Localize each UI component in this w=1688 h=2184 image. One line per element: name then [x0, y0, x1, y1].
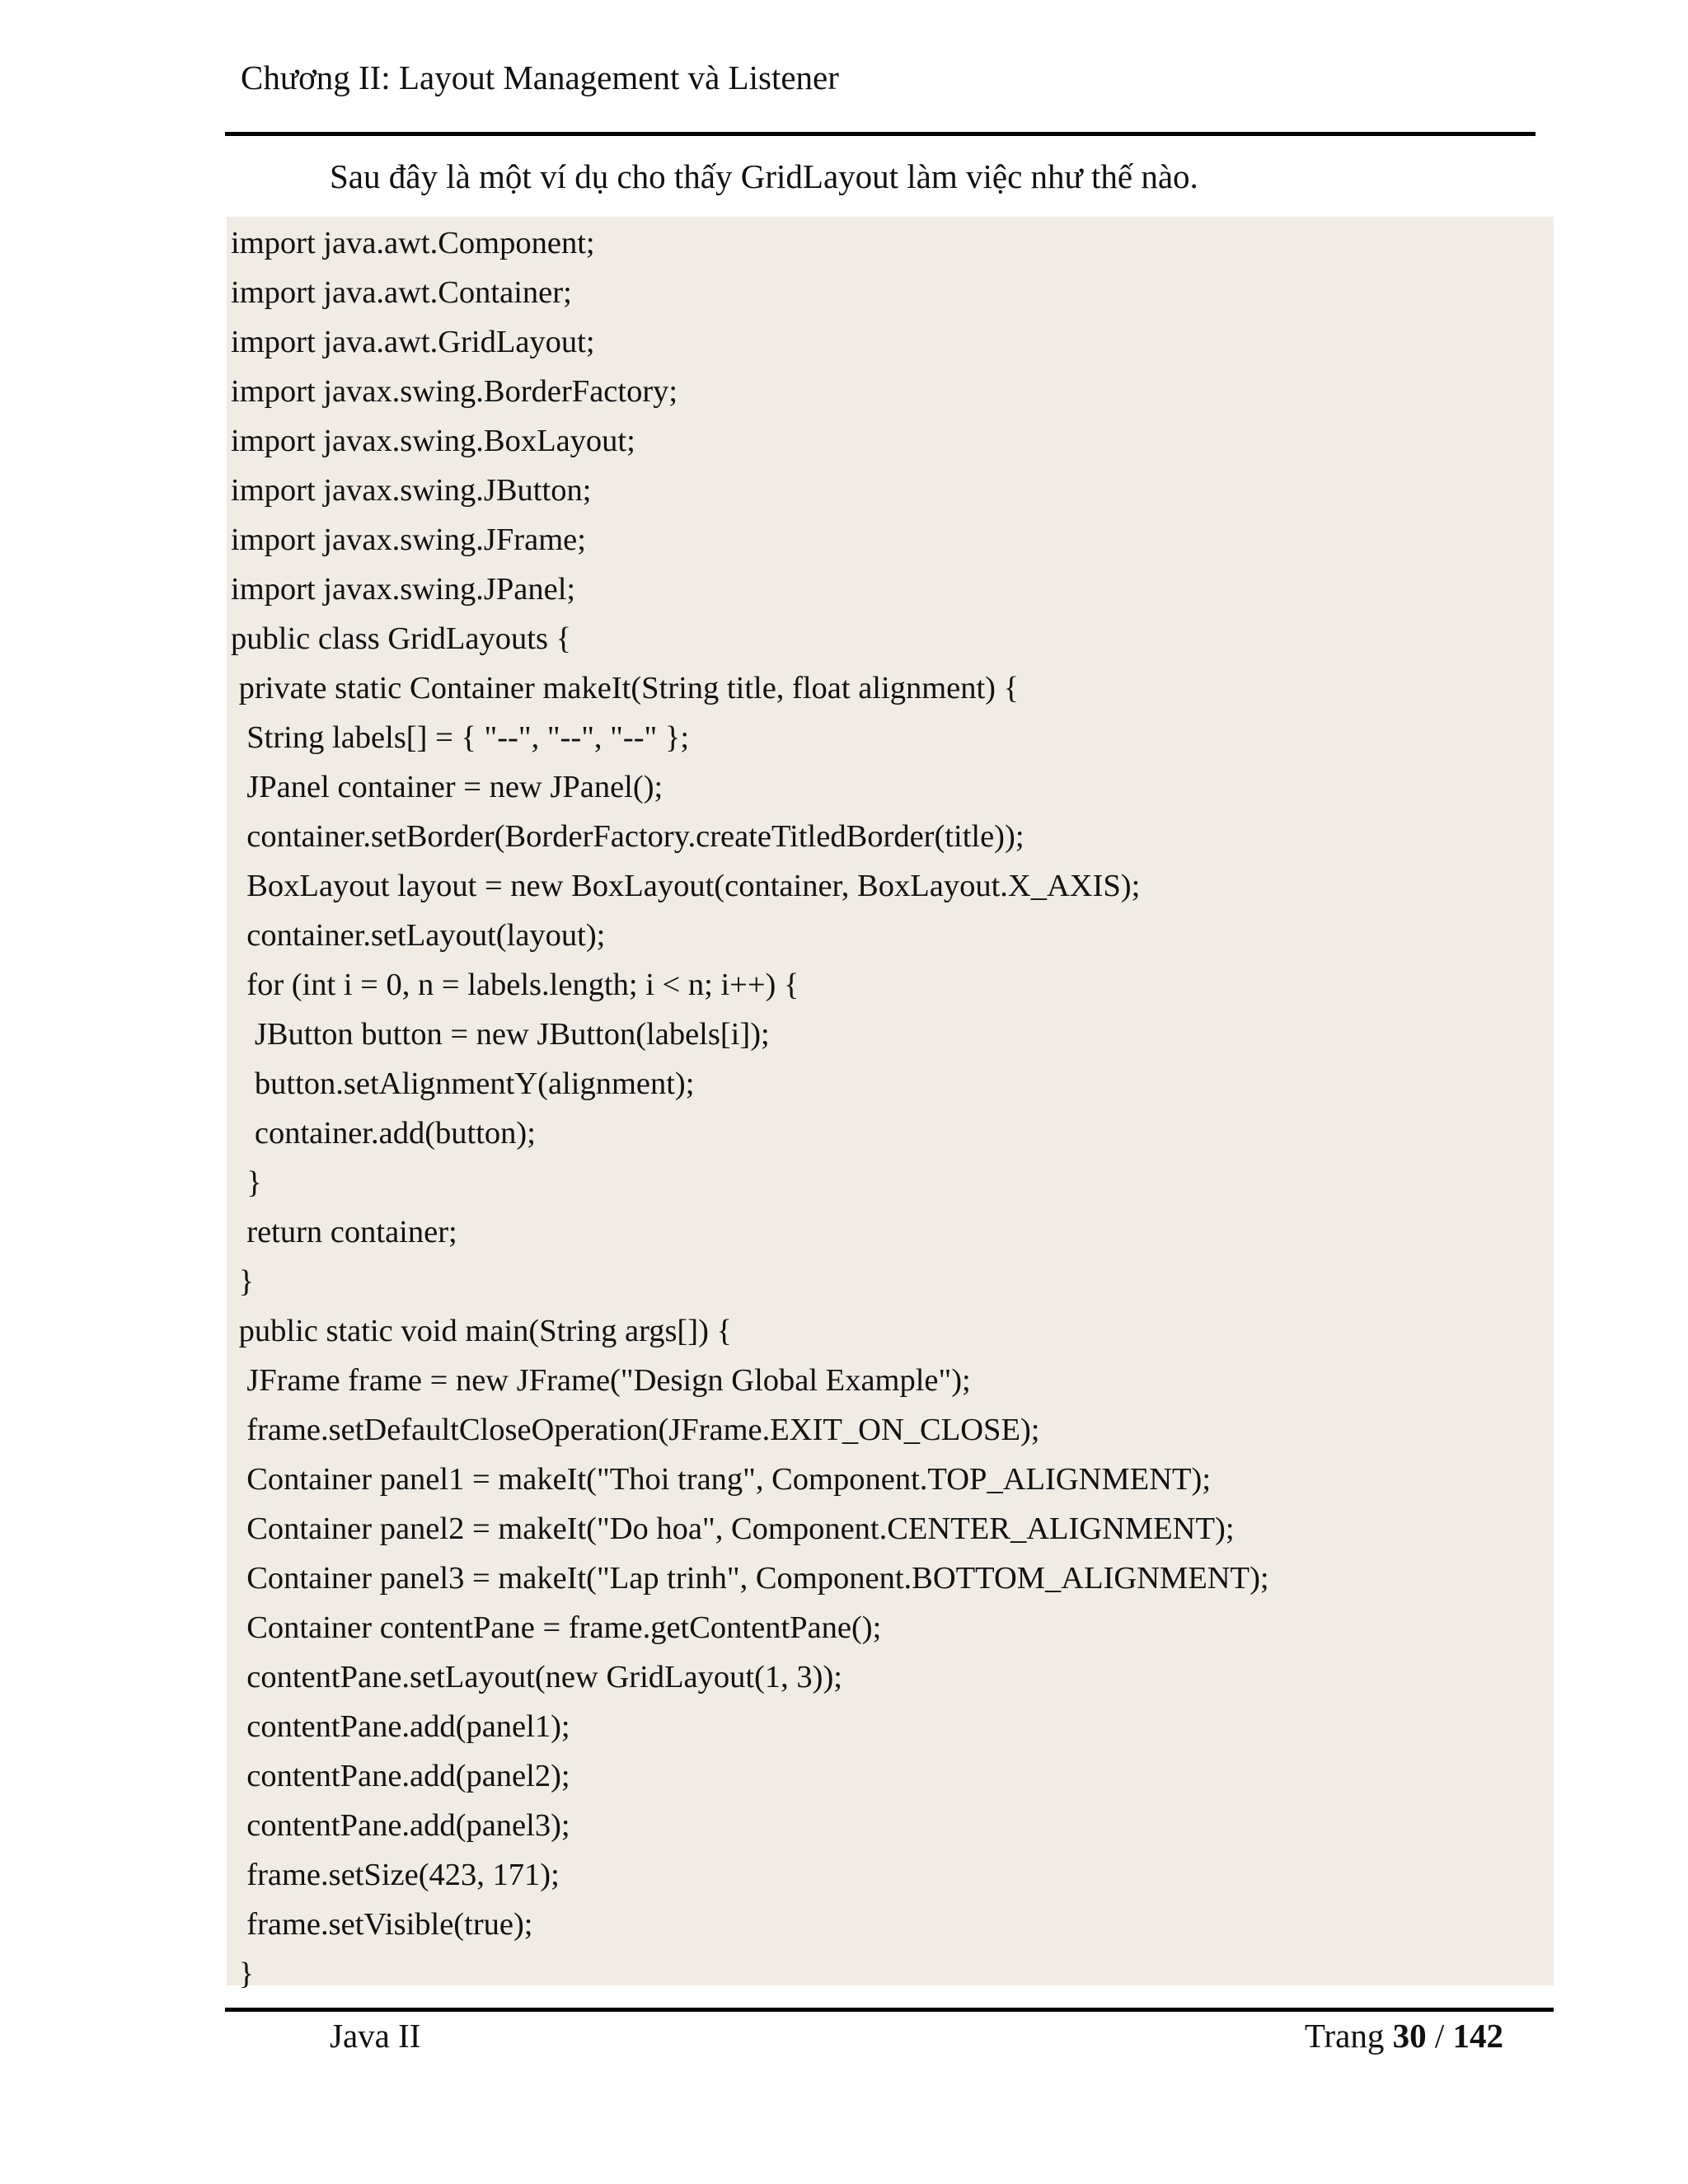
page-current: 30	[1392, 2017, 1427, 2055]
code-line: return container;	[231, 1215, 457, 1249]
code-line: }	[231, 1165, 262, 1200]
code-line: import java.awt.Container;	[231, 275, 572, 310]
code-line: String labels[] = { "--", "--", "--" };	[231, 720, 690, 755]
code-line: import javax.swing.JPanel;	[231, 572, 576, 607]
code-line: import javax.swing.BoxLayout;	[231, 424, 635, 458]
code-line: for (int i = 0, n = labels.length; i < n; i++) {	[231, 968, 799, 1002]
code-line: Container panel3 = makeIt("Lap trinh", Component.BOTTOM_ALIGNMENT);	[231, 1561, 1269, 1596]
code-line: container.setLayout(layout);	[231, 918, 606, 953]
code-line: Container panel2 = makeIt("Do hoa", Component.CENTER_ALIGNMENT);	[231, 1511, 1235, 1546]
code-line: import javax.swing.JFrame;	[231, 523, 586, 557]
code-line: JFrame frame = new JFrame("Design Global Example");	[231, 1363, 971, 1398]
code-line: button.setAlignmentY(alignment);	[231, 1066, 695, 1101]
code-line: public class GridLayouts {	[231, 621, 572, 656]
page-total: 142	[1452, 2017, 1503, 2055]
code-line: private static Container makeIt(String title, float alignment) {	[231, 671, 1020, 705]
code-line: container.setBorder(BorderFactory.createTitledBorder(title));	[231, 819, 1025, 854]
code-line: contentPane.add(panel3);	[231, 1808, 570, 1843]
footer-course-name: Java II	[330, 2017, 421, 2055]
code-block	[227, 217, 1554, 1991]
code-line: import java.awt.Component;	[231, 226, 595, 260]
code-line: Container panel1 = makeIt("Thoi trang", Component.TOP_ALIGNMENT);	[231, 1462, 1212, 1497]
code-line: frame.setVisible(true);	[231, 1907, 533, 1942]
page-label: Trang	[1304, 2017, 1385, 2055]
code-line: frame.setSize(423, 171);	[231, 1858, 560, 1892]
code-line: Container contentPane = frame.getContentPane();	[231, 1610, 882, 1645]
code-line: JPanel container = new JPanel();	[231, 770, 663, 804]
code-line: public static void main(String args[]) {	[231, 1314, 732, 1348]
code-line: BoxLayout layout = new BoxLayout(container, BoxLayout.X_AXIS);	[231, 869, 1141, 903]
page-separator: /	[1434, 2017, 1445, 2055]
code-line: contentPane.add(panel2);	[231, 1759, 570, 1793]
code-line: import javax.swing.BorderFactory;	[231, 374, 678, 409]
code-line: import javax.swing.JButton;	[231, 473, 592, 508]
code-line: contentPane.setLayout(new GridLayout(1, 3));	[231, 1660, 842, 1694]
code-line: container.add(button);	[231, 1116, 536, 1151]
footer-page-number	[1305, 2011, 1503, 2060]
header-divider	[225, 132, 1536, 136]
code-line: }	[231, 1264, 255, 1299]
chapter-title: Chương II: Layout Management và Listener	[241, 59, 839, 96]
code-line: import java.awt.GridLayout;	[231, 325, 595, 359]
code-line: }	[231, 1957, 255, 1991]
code-line: JButton button = new JButton(labels[i]);	[231, 1017, 770, 1052]
code-line: contentPane.add(panel1);	[231, 1709, 570, 1744]
code-line: frame.setDefaultCloseOperation(JFrame.EXIT_ON_CLOSE);	[231, 1413, 1040, 1447]
intro-paragraph: Sau đây là một ví dụ cho thấy GridLayout làm việc như thế nào.	[330, 157, 1198, 195]
